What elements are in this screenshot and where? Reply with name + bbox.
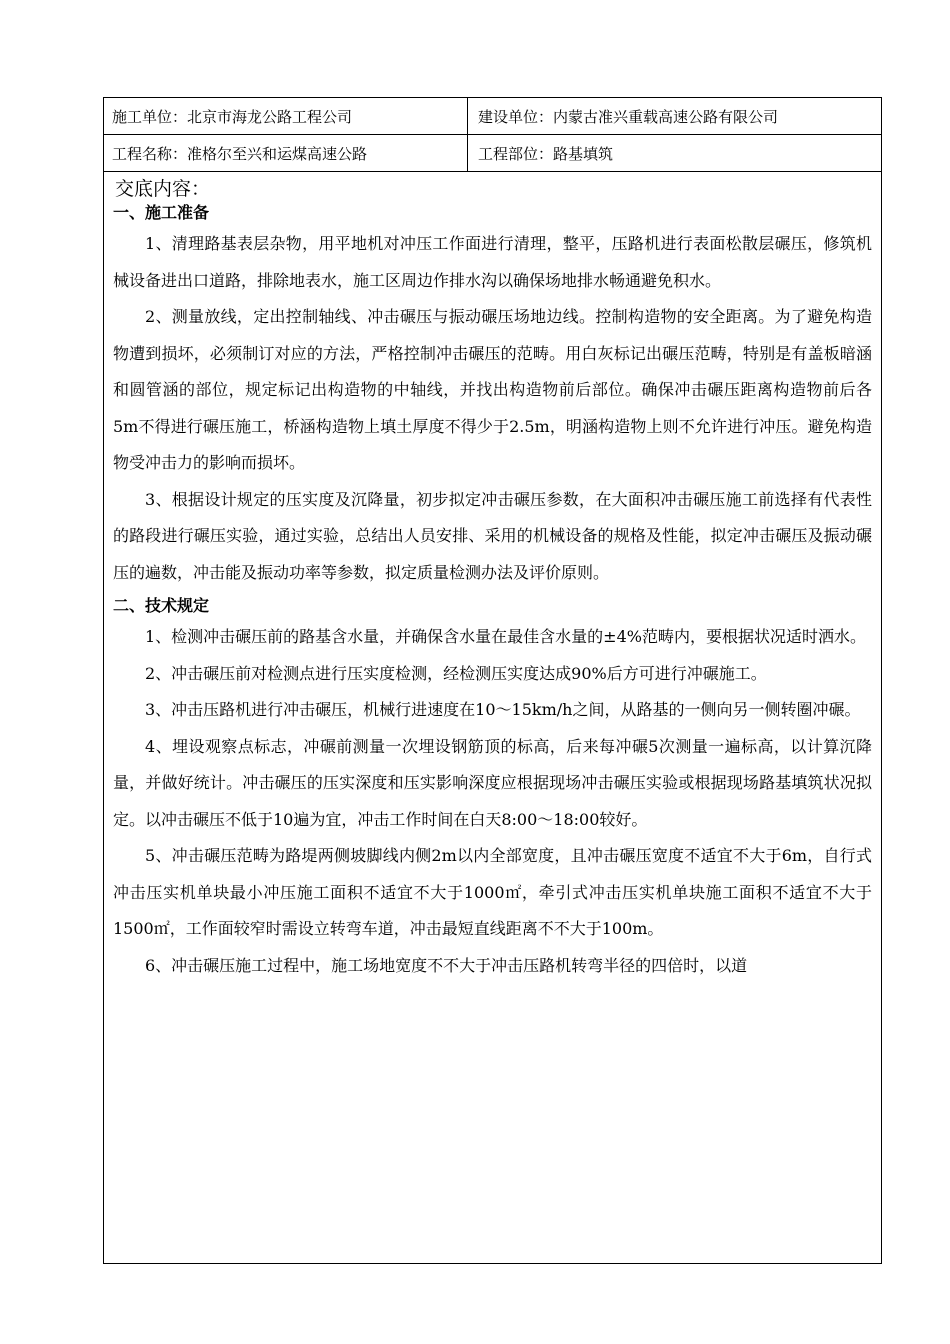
project-part: 工程部位：路基填筑 bbox=[478, 144, 614, 163]
disclosure-form bbox=[103, 97, 882, 1264]
disclosure-content bbox=[104, 172, 881, 984]
paragraph: 2、冲击碾压前对检测点进行压实度检测，经检测压实度达成90%后方可进行冲碾施工。 bbox=[145, 663, 767, 683]
paragraph: 1、清理路基表层杂物，用平地机对冲压工作面进行清理，整平，压路机进行表面松散层碾压，修筑机械设备进出口道路，排除地表水，施工区周边作排水沟以确保场地排水畅通避免积水。 bbox=[113, 234, 872, 290]
content-title: 交底内容： bbox=[115, 178, 211, 200]
header-row-2 bbox=[104, 135, 881, 172]
header-row-1 bbox=[104, 98, 881, 135]
paragraph: 3、冲击压路机进行冲击碾压，机械行进速度在10～15km/h之间，从路基的一侧向另一侧转圈冲碾。 bbox=[145, 700, 861, 719]
builder-unit: 建设单位：内蒙古准兴重载高速公路有限公司 bbox=[478, 107, 779, 126]
project-name: 工程名称：准格尔至兴和运煤高速公路 bbox=[104, 135, 468, 171]
construction-unit: 施工单位：北京市海龙公路工程公司 bbox=[104, 98, 468, 134]
paragraph: 3、根据设计规定的压实度及沉降量，初步拟定冲击碾压参数，在大面积冲击碾压施工前选择有代表性的路段进行碾压实验，通过实验，总结出人员安排、采用的机械设备的规格及性能，拟定冲击碾压及振动碾压的遍数，冲击能及振动功率等参数，拟定质量检测办法及评价原则。 bbox=[113, 489, 872, 582]
section-title-technical: 二、技术规定 bbox=[113, 596, 210, 615]
section-title-preparation: 一、施工准备 bbox=[113, 203, 210, 222]
paragraph: 1、检测冲击碾压前的路基含水量，并确保含水量在最佳含水量的±4%范畴内，要根据状况适时洒水。 bbox=[145, 627, 866, 646]
paragraph: 6、冲击碾压施工过程中，施工场地宽度不不大于冲击压路机转弯半径的四倍时，以道 bbox=[145, 955, 748, 975]
paragraph: 5、冲击碾压范畴为路堤两侧坡脚线内侧2m以内全部宽度，且冲击碾压宽度不适宜不大于6m，自行式冲击压实机单块最小冲压施工面积不适宜不大于1000㎡，牵引式冲击压实机单块施工面积不适宜不大于1500㎡，工作面较窄时需设立转弯车道，冲击最短直线距离不不大于100m。 bbox=[113, 846, 872, 938]
paragraph: 2、测量放线，定出控制轴线、冲击碾压与振动碾压场地边线。控制构造物的安全距离。为了避免构造物遭到损坏，必须制订对应的方法，严格控制冲击碾压的范畴。用白灰标记出碾压范畴，特别是有盖板暗涵和圆管涵的部位，规定标记出构造物的中轴线，并找出构造物前后部位。确保冲击碾压距离构造物前后各5m不得进行碾压施工，桥涵构造物上填土厚度不得少于2.5m，明涵构造物上则不允许进行冲压。避免构造物受冲击力的影响而损坏。 bbox=[113, 307, 872, 472]
paragraph: 4、埋设观察点标志，冲碾前测量一次埋设钢筋顶的标高，后来每冲碾5次测量一遍标高，以计算沉降量，并做好统计。冲击碾压的压实深度和压实影响深度应根据现场冲击碾压实验或根据现场路基填筑状况拟定。以冲击碾压不低于10遍为宜，冲击工作时间在白天8:00～18:00较好。 bbox=[113, 736, 872, 829]
